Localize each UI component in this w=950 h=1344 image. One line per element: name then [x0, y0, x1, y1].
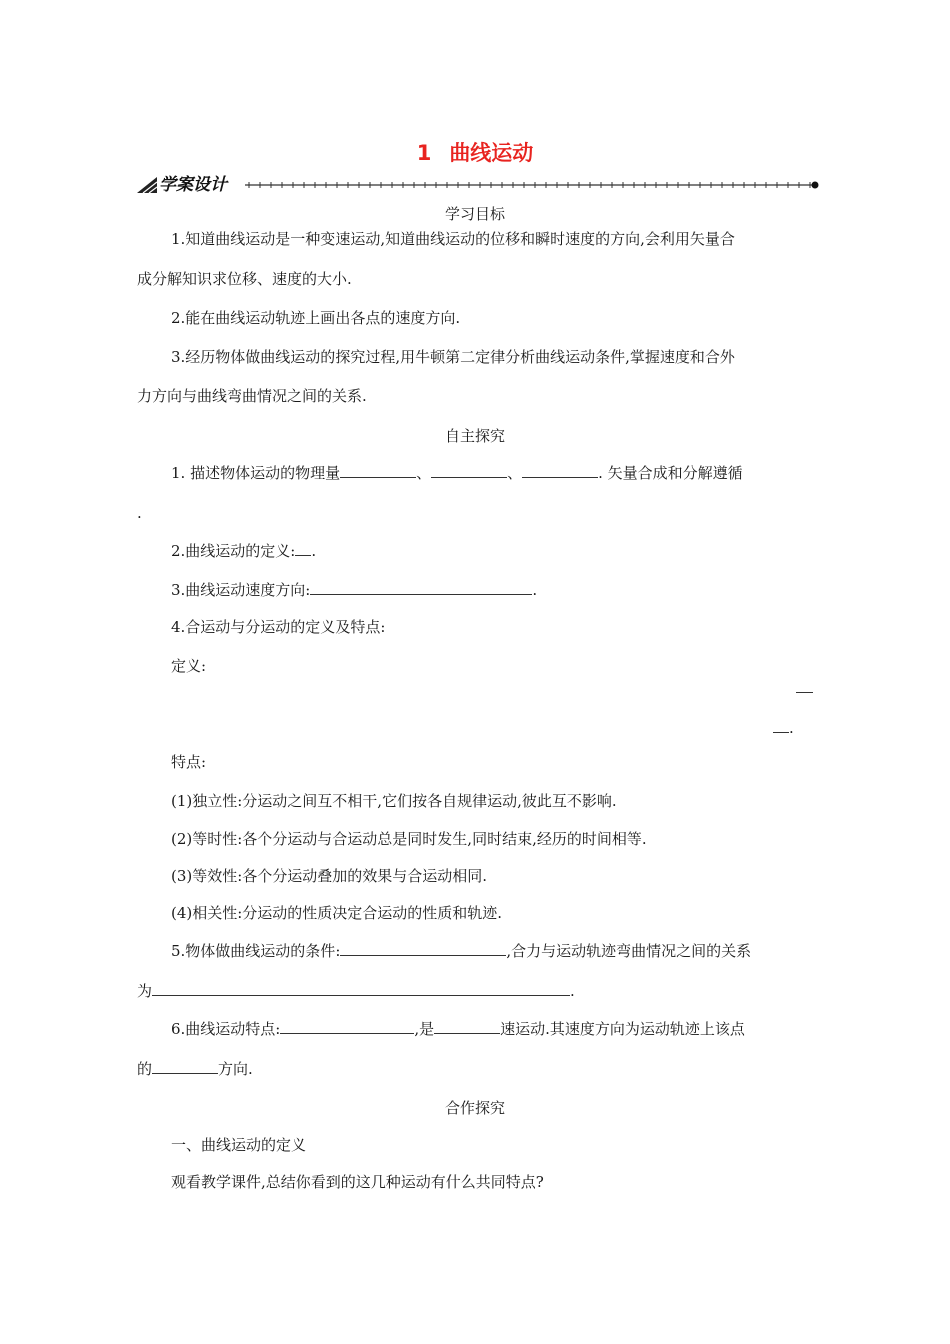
page-title	[0, 137, 950, 167]
title-text: 曲线运动	[449, 141, 534, 165]
separator: 、	[416, 464, 432, 482]
section-heading-goals: 学习目标	[444, 205, 505, 223]
fill-blank[interactable]	[152, 1059, 218, 1074]
question-5-text-tail: ,合力与运动轨迹弯曲情况之间的关系	[506, 942, 752, 960]
section-heading-coop: 合作探究	[444, 1099, 505, 1117]
feature-4: (4)相关性:分运动的性质决定合运动的性质和轨迹.	[171, 904, 503, 922]
question-6-prefix: 的	[137, 1060, 153, 1078]
period: .	[311, 542, 317, 560]
question-1	[171, 463, 743, 483]
fill-blank[interactable]	[310, 580, 532, 595]
goal-3-line-2: 力方向与曲线弯曲情况之间的关系.	[137, 387, 367, 405]
definition-blank-tail[interactable]	[796, 692, 813, 693]
question-6-suffix: 方向.	[218, 1060, 253, 1078]
question-6-line-2	[137, 1059, 253, 1079]
period: .	[532, 581, 538, 599]
question-6-text-tail: 速运动.其速度方向为运动轨迹上该点	[500, 1020, 745, 1038]
question-1-end: .	[137, 504, 142, 522]
fill-blank[interactable]	[773, 718, 789, 733]
goal-1-line-1: 1.知道曲线运动是一种变速运动,知道曲线运动的位移和瞬时速度的方向,会利用矢量合	[171, 230, 735, 248]
fill-blank[interactable]	[340, 463, 416, 478]
definition-label: 定义:	[171, 657, 207, 675]
question-5-text: 5.物体做曲线运动的条件:	[171, 942, 341, 960]
section-banner	[137, 174, 819, 196]
question-2-text: 2.曲线运动的定义:	[171, 542, 296, 560]
question-3	[171, 580, 537, 600]
period: .	[789, 719, 794, 737]
coop-subheading: 一、曲线运动的定义	[171, 1136, 307, 1154]
feature-1: (1)独立性:分运动之间互不相干,它们按各自规律运动,彼此互不影响.	[171, 792, 617, 810]
banner-triangle-icon	[137, 177, 157, 193]
separator: 、	[507, 464, 523, 482]
feature-2: (2)等时性:各个分运动与合运动总是同时发生,同时结束,经历的时间相等.	[171, 830, 647, 848]
question-4: 4.合运动与分运动的定义及特点:	[171, 618, 386, 636]
fill-blank[interactable]	[431, 463, 507, 478]
goal-1-line-2: 成分解知识求位移、速度的大小.	[137, 270, 352, 288]
title-number: 1	[416, 141, 432, 165]
feature-3: (3)等效性:各个分运动叠加的效果与合运动相同.	[171, 867, 488, 885]
question-6-text: 6.曲线运动特点:	[171, 1020, 281, 1038]
goal-2: 2.能在曲线运动轨迹上画出各点的速度方向.	[171, 309, 461, 327]
goal-3-line-1: 3.经历物体做曲线运动的探究过程,用牛顿第二定律分析曲线运动条件,掌握速度和合外	[171, 348, 735, 366]
question-2	[171, 541, 316, 561]
fill-blank[interactable]	[434, 1019, 500, 1034]
question-6	[171, 1019, 745, 1039]
coop-paragraph: 观看教学课件,总结你看到的这几种运动有什么共同特点?	[171, 1173, 544, 1191]
definition-end	[773, 718, 794, 738]
fill-blank[interactable]	[280, 1019, 414, 1034]
question-5	[171, 941, 751, 961]
fill-blank[interactable]	[295, 541, 311, 556]
question-5-line-2	[137, 981, 575, 1001]
question-3-text: 3.曲线运动速度方向:	[171, 581, 311, 599]
period: .	[570, 982, 575, 1000]
feature-label: 特点:	[171, 753, 207, 771]
question-5-prefix: 为	[137, 982, 153, 1000]
fill-blank[interactable]	[340, 941, 506, 956]
question-1-text: 1. 描述物体运动的物理量	[171, 464, 341, 482]
question-6-text-mid: ,是	[414, 1020, 435, 1038]
fill-blank[interactable]	[152, 981, 570, 996]
banner-dotted-rule	[245, 174, 819, 196]
banner-label: 学案设计	[159, 175, 227, 195]
question-1-text-tail: . 矢量合成和分解遵循	[598, 464, 743, 482]
fill-blank[interactable]	[522, 463, 598, 478]
section-heading-self-study: 自主探究	[444, 427, 505, 445]
